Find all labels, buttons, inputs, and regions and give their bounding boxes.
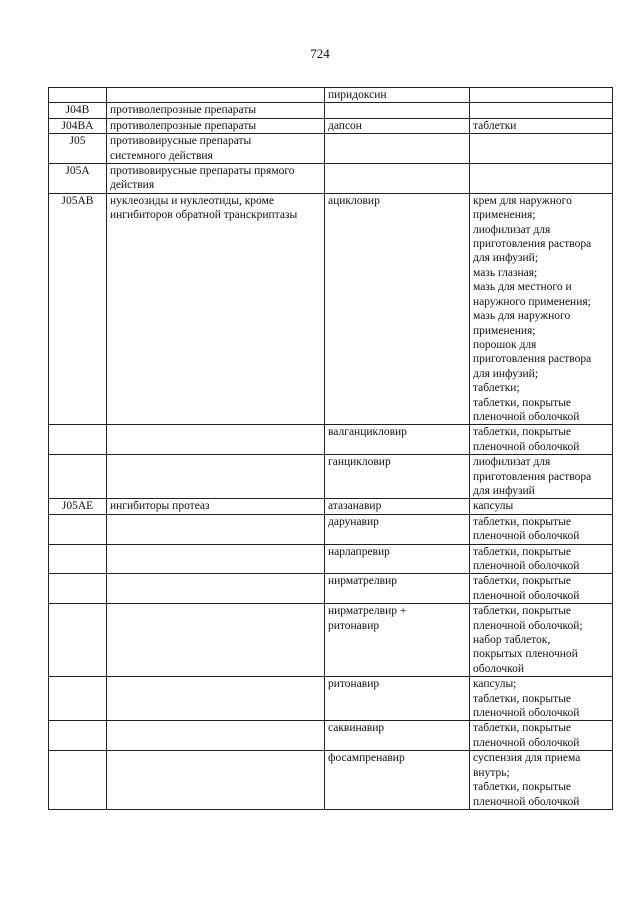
table-row [49,604,613,677]
atc-code-cell [49,751,107,810]
drug-name-cell: нирматрелвир + ритонавир [325,604,470,677]
dosage-form-cell [470,88,613,103]
dosage-form-cell: лиофилизат для приготовления раствора для инфузий [470,455,613,499]
table-row [49,425,613,455]
drug-name-cell: ганцикловир [325,455,470,499]
atc-code-cell: J05AE [49,499,107,514]
group-name-cell: противовирусные препараты прямого действия [107,164,325,194]
group-name-cell: противолепрозные препараты [107,118,325,133]
drug-name-cell: ацикловир [325,193,470,425]
atc-code-cell [49,677,107,721]
atc-code-cell: J04BA [49,118,107,133]
group-name-cell [107,604,325,677]
group-name-cell: нуклеозиды и нуклеотиды, кроме ингибиторов обратной транскриптазы [107,193,325,425]
atc-code-cell [49,88,107,103]
drug-name-cell: ритонавир [325,677,470,721]
page-number: 724 [310,46,330,61]
dosage-form-cell: таблетки, покрытые пленочной оболочкой [470,574,613,604]
table-row [49,88,613,103]
atc-code-cell [49,455,107,499]
atc-code-cell [49,425,107,455]
group-name-cell [107,751,325,810]
drug-name-cell: пиридоксин [325,88,470,103]
atc-code-cell [49,721,107,751]
group-name-cell [107,544,325,574]
table-row [49,514,613,544]
drug-name-cell: валганцикловир [325,425,470,455]
drug-name-cell: атазанавир [325,499,470,514]
atc-code-cell [49,544,107,574]
table-row [49,118,613,133]
table-row [49,103,613,118]
drug-name-cell: фосампренавир [325,751,470,810]
dosage-form-cell [470,134,613,164]
group-name-cell: противолепрозные препараты [107,103,325,118]
drug-name-cell: дарунавир [325,514,470,544]
group-name-cell [107,425,325,455]
dosage-form-cell: таблетки, покрытые пленочной оболочкой [470,514,613,544]
drug-name-cell [325,103,470,118]
dosage-form-cell [470,164,613,194]
drug-name-cell: саквинавир [325,721,470,751]
dosage-form-cell: капсулы; таблетки, покрытые пленочной оболочкой [470,677,613,721]
group-name-cell [107,677,325,721]
atc-code-cell: J04B [49,103,107,118]
dosage-form-cell: таблетки [470,118,613,133]
table-row [49,677,613,721]
dosage-form-cell: таблетки, покрытые пленочной оболочкой [470,544,613,574]
table-row [49,193,613,425]
dosage-form-cell: капсулы [470,499,613,514]
atc-code-cell: J05AB [49,193,107,425]
drug-name-cell [325,134,470,164]
dosage-form-cell: таблетки, покрытые пленочной оболочкой; набор таблеток, покрытых пленочной оболочкой [470,604,613,677]
table-row [49,455,613,499]
dosage-form-cell: таблетки, покрытые пленочной оболочкой [470,721,613,751]
table-row [49,574,613,604]
drug-name-cell: дапсон [325,118,470,133]
drug-name-cell: нирматрелвир [325,574,470,604]
atc-code-cell: J05A [49,164,107,194]
table-row [49,134,613,164]
group-name-cell: ингибиторы протеаз [107,499,325,514]
group-name-cell [107,88,325,103]
drug-table [48,87,613,810]
table-row [49,751,613,810]
group-name-cell [107,574,325,604]
drug-name-cell [325,164,470,194]
dosage-form-cell: суспензия для приема внутрь; таблетки, покрытые пленочной оболочкой [470,751,613,810]
atc-code-cell [49,574,107,604]
table-row [49,721,613,751]
dosage-form-cell [470,103,613,118]
dosage-form-cell: крем для наружного применения; лиофилизат для приготовления раствора для инфузий; мазь глазная; мазь для местного и наружного применения; мазь для наружного применения; порошок для приготовления раствора для инфузий; таблетки; таблетки, покрытые пленочной оболочкой [470,193,613,425]
table-row [49,164,613,194]
atc-code-cell: J05 [49,134,107,164]
table-row [49,499,613,514]
atc-code-cell [49,604,107,677]
group-name-cell [107,721,325,751]
group-name-cell: противовирусные препараты системного действия [107,134,325,164]
dosage-form-cell: таблетки, покрытые пленочной оболочкой [470,425,613,455]
drug-name-cell: нарлапревир [325,544,470,574]
table-row [49,544,613,574]
atc-code-cell [49,514,107,544]
group-name-cell [107,514,325,544]
drug-table-body [49,88,613,810]
group-name-cell [107,455,325,499]
